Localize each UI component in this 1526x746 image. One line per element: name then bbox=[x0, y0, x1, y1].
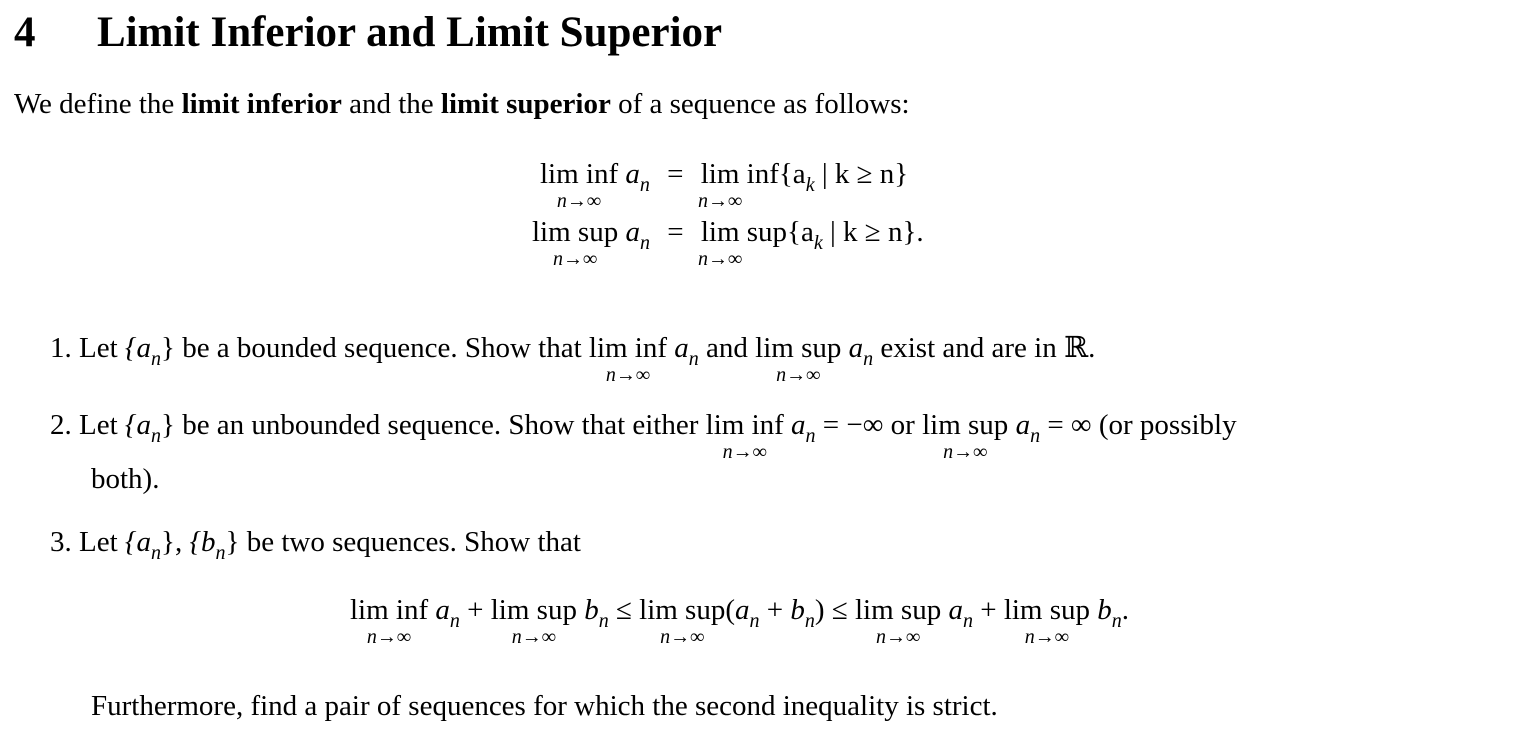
limsup-operator: lim sup n→∞ bbox=[532, 216, 619, 270]
equals-sign: = bbox=[667, 216, 684, 248]
item-number: 3. bbox=[50, 526, 72, 558]
definition-liminf: lim inf n→∞ $a_n$ = lim n→∞ $inf\{a_k$ | k ≥ n} bbox=[540, 158, 909, 212]
inequality: lim inf n→∞ $a_n$ + lim sup n→∞ $b_n$ ≤ lim sup n→∞ $(a_n + b_n)$ ≤ lim sup n→∞ $a_n$ + lim sup n→∞ $b_n$. bbox=[350, 594, 1130, 648]
item-3-footer: Furthermore, find a pair of sequences for which the second inequality is strict. bbox=[91, 690, 998, 722]
list-item-2-continuation: both). bbox=[91, 463, 160, 495]
section-heading bbox=[14, 8, 722, 57]
equals-sign: = bbox=[667, 158, 684, 190]
list-item-2: 2. Let $\{a_n\}$ be an unbounded sequence. Show that either lim inf n→∞ $a_n$ = −∞ or lim sup n→∞ $a_n$ = ∞ (or possibly bbox=[50, 409, 1237, 463]
lim-operator: lim n→∞ bbox=[698, 216, 743, 270]
definition-limsup: lim sup n→∞ $a_n$ = lim n→∞ $sup\{a_k$ | k ≥ n}. bbox=[532, 216, 924, 270]
list-item-3: 3. Let $\{a_n\}$, $\{b_n\}$ be two sequences. Show that bbox=[50, 526, 581, 564]
section-number: 4 bbox=[14, 9, 36, 56]
list-item-1: 1. Let $\{a_n\}$ be a bounded sequence. Show that lim inf n→∞ $a_n$ and lim sup n→∞ $a_n$ exist and are in ℝ. bbox=[50, 332, 1096, 386]
intro-paragraph bbox=[14, 88, 910, 121]
inf-set: inf{a bbox=[746, 158, 806, 190]
lim-operator: lim n→∞ bbox=[697, 158, 743, 212]
liminf-operator: lim inf n→∞ bbox=[540, 158, 619, 212]
sup-set: sup{a bbox=[746, 216, 814, 248]
term-limit-inferior: limit inferior bbox=[181, 88, 342, 120]
intro-post: of a sequence as follows: bbox=[618, 88, 910, 120]
term-limit-superior: limit superior bbox=[440, 88, 611, 120]
section-title: Limit Inferior and Limit Superior bbox=[97, 9, 723, 56]
intro-mid: and the bbox=[349, 88, 434, 120]
item-number: 2. bbox=[50, 409, 72, 441]
item-number: 1. bbox=[50, 332, 72, 364]
intro-pre: We define the bbox=[14, 88, 175, 120]
